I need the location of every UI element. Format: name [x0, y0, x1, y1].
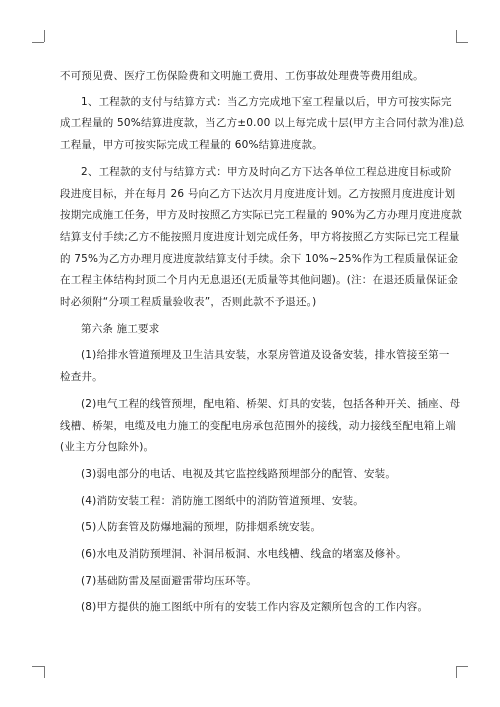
requirement-item-6 [60, 544, 445, 566]
text-line: (业主方分包除外)。 [60, 441, 155, 454]
text-line: 工程量，甲方可按实际完成工程量的 60%结算进度款。 [60, 139, 323, 152]
text-line: 1、工程款的支付与结算方式：当乙方完成地下室工程量以后，甲方可按实际完 [81, 95, 452, 108]
requirement-item-1 [60, 345, 450, 388]
text-line: (3)弱电部分的电话、电视及其它监控线路预埋部分的配管、安装。 [81, 467, 397, 480]
text-line: 时必须附“分项工程质量验收表”，否则此款不予退还。) [60, 296, 317, 309]
text-line: 成工程量的 50%结算进度款，当乙方±0.00 以上每完成十层(甲方主合同付款为准)总 [60, 117, 465, 130]
text-line: 按期完成施工任务，甲方及时按照乙方实际已完工程量的 90%为乙方办理月度进度款 [60, 209, 462, 222]
text-line: 的 75%为乙方办理月度进度款结算支付手续。余下 10%~25%作为工程质量保证金 [60, 252, 459, 265]
text-line: 第六条 施工要求 [81, 322, 160, 335]
text-line: 线槽、桥架，电缆及电力施工的变配电房承包范围外的接线，动力接线至配电箱上端 [60, 419, 456, 432]
requirement-item-2 [60, 394, 461, 459]
text-line: (4)消防安装工程：消防施工图纸中的消防管道预埋、安装。 [81, 494, 364, 507]
requirement-item-7 [60, 571, 445, 593]
crop-mark-top-left [44, 30, 45, 42]
requirement-item-5 [60, 517, 445, 539]
text-line: (2)电气工程的线管预埋，配电箱、桥架、灯具的安装，包括各种开关、插座、母 [81, 397, 461, 410]
paragraph-fees-intro [60, 66, 445, 88]
requirement-item-3 [60, 464, 445, 486]
requirement-item-4 [60, 491, 445, 513]
crop-mark-bottom-left [32, 666, 44, 667]
text-line: 结算支付手续;乙方不能按照月度进度计划完成任务，甲方将按照乙方实际已完工程量 [60, 230, 460, 243]
text-line: (8)甲方提供的施工图纸中所有的安装工作内容及定额所包含的工作内容。 [81, 601, 429, 614]
document-body [60, 60, 465, 624]
text-line: (6)水电及消防预埋洞、补洞吊板洞、水电线槽、线盒的堵塞及修补。 [81, 548, 407, 561]
text-line: 段进度目标，并在每月 26 号向乙方下达次月月度进度计划。乙方按照月度进度计划 [60, 187, 456, 200]
paragraph-payment-method-1 [60, 92, 465, 157]
text-line: 2、工程款的支付与结算方式：甲方及时向乙方下达各单位工程总进度目标或阶 [81, 165, 452, 178]
crop-mark-bottom-left [44, 666, 45, 678]
text-line: (1)给排水管道预埋及卫生洁具安装，水泵房管道及设备安装，排水管接至第一 [81, 349, 450, 362]
requirement-item-8 [60, 597, 445, 619]
text-line: (5)人防套管及防爆地漏的预埋，防排烟系统安装。 [81, 521, 322, 534]
crop-mark-top-right [456, 30, 457, 42]
text-line: 在工程主体结构封顶二个月内无息退还(无质量等其他问题)。(注：在退还质量保证金 [60, 274, 459, 287]
paragraph-payment-method-2 [60, 162, 462, 314]
text-line: 检查井。 [60, 371, 103, 384]
crop-mark-bottom-right [456, 666, 468, 667]
text-line: 不可预见费、医疗工伤保险费和文明施工费用、工伤事故处理费等费用组成。 [60, 70, 424, 82]
crop-mark-top-left [32, 42, 44, 43]
crop-mark-bottom-right [456, 666, 457, 678]
crop-mark-top-right [456, 42, 468, 43]
text-line: (7)基础防雷及屋面避雷带均压环等。 [81, 574, 257, 587]
section-heading-article-6 [60, 319, 445, 341]
